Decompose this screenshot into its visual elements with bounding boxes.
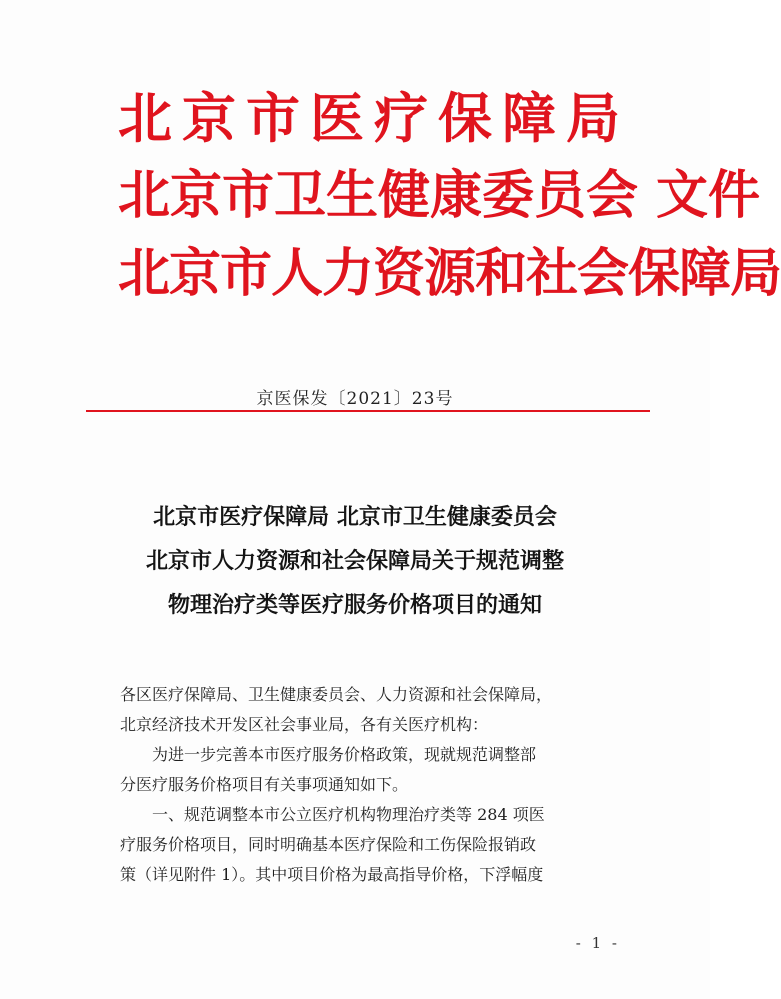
title-line-2: 北京市人力资源和社会保障局关于规范调整 xyxy=(145,549,564,574)
body-line-addressees-1: 各区医疗保障局、卫生健康委员会、人力资源和社会保障局， xyxy=(120,685,553,704)
document-title xyxy=(0,496,710,628)
page-number: - 1 - xyxy=(575,934,620,952)
header-document-label: 文件 xyxy=(656,166,761,226)
red-separator-line xyxy=(86,410,650,412)
header-authority-medical-security: 北京市医疗保障局 xyxy=(118,87,630,150)
body-line-addressees-2: 北京经济技术开发区社会事业局，各有关医疗机构： xyxy=(120,715,489,734)
document-number: 京医保发〔2021〕23号 xyxy=(256,389,454,409)
document-body xyxy=(120,680,620,890)
title-line-3: 物理治疗类等医疗服务价格项目的通知 xyxy=(167,593,542,618)
header-authority-health-commission-text: 北京市卫生健康委员会 xyxy=(118,166,639,226)
title-line-1: 北京市医疗保障局 北京市卫生健康委员会 xyxy=(153,505,557,530)
body-line-intro-2: 分医疗服务价格项目有关事项通知如下。 xyxy=(120,775,409,794)
body-line-item1-1: 一、规范调整本市公立医疗机构物理治疗类等 284 项医 xyxy=(152,805,545,824)
body-line-intro-1: 为进一步完善本市医疗服务价格政策，现就规范调整部 xyxy=(152,745,537,764)
header-authority-human-resources: 北京市人力资源和社会保障局 xyxy=(118,244,781,304)
header-authority-health-commission xyxy=(118,166,761,226)
body-line-item1-3: 策（详见附件 1）。其中项目价格为最高指导价格，下浮幅度 xyxy=(120,865,544,884)
body-line-item1-2: 疗服务价格项目，同时明确基本医疗保险和工伤保险报销政 xyxy=(120,835,537,854)
